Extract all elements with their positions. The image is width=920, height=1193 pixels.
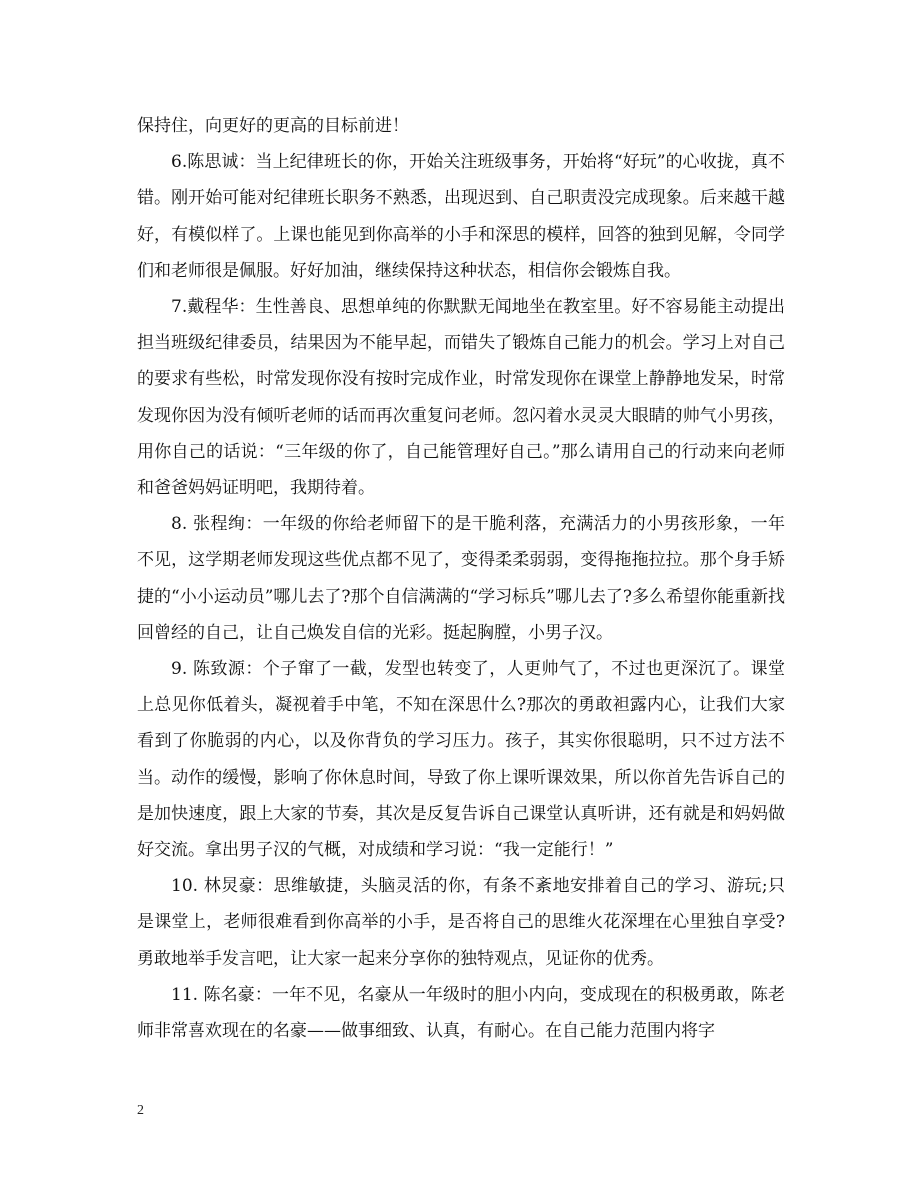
document-body	[137, 108, 785, 1049]
page-number: 2	[137, 1103, 144, 1118]
comment-item-9: 9. 陈致源：个子窜了一截，发型也转变了，人更帅气了，不过也更深沉了。课堂上总见你低着头，凝视着手中笔，不知在深思什么?那次的勇敢袒露内心，让我们大家看到了你脆弱的内心，以及你背负的学习压力。孩子，其实你很聪明，只不过方法不当。动作的缓慢，影响了你休息时间，导致了你上课听课效果，所以你首先告诉自己的是加快速度，跟上大家的节奏，其次是反复告诉自己课堂认真听讲，还有就是和妈妈做好交流。拿出男子汉的气概，对成绩和学习说：“我一定能行！”	[137, 659, 785, 861]
comment-item-6: 6.陈思诚：当上纪律班长的你，开始关注班级事务，开始将“好玩”的心收拢，真不错。刚开始可能对纪律班长职务不熟悉，出现迟到、自己职责没完成现象。后来越干越好，有模似样了。上课也能见到你高举的小手和深思的模样，回答的独到见解，令同学们和老师很是佩服。好好加油，继续保持这种状态，相信你会锻炼自我。	[137, 152, 785, 281]
paragraph-continuation: 保持住，向更好的更高的目标前进！	[137, 116, 409, 136]
comment-item-8: 8. 张程绚：一年级的你给老师留下的是干脆利落，充满活力的小男孩形象，一年不见，这学期老师发现这些优点都不见了，变得柔柔弱弱，变得拖拖拉拉。那个身手矫捷的“小小运动员”哪儿去了?那个自信满满的“学习标兵”哪儿去了?多么希望你能重新找回曾经的自己，让自己焕发自信的光彩。挺起胸膛，小男子汉。	[137, 514, 785, 643]
comment-item-11: 11. 陈名豪：一年不见，名豪从一年级时的胆小内向，变成现在的积极勇敢，陈老师非常喜欢现在的名豪——做事细致、认真，有耐心。在自己能力范围内将字	[137, 984, 785, 1042]
comment-item-7: 7.戴程华：生性善良、思想单纯的你默默无闻地坐在教室里。好不容易能主动提出担当班级纪律委员，结果因为不能早起，而错失了锻炼自己能力的机会。学习上对自己的要求有些松，时常发现你没有按时完成作业，时常发现你在课堂上静静地发呆，时常发现你因为没有倾听老师的话而再次重复问老师。忽闪着水灵灵大眼睛的帅气小男孩，用你自己的话说：“三年级的你了，自己能管理好自己。”那么请用自己的行动来向老师和爸爸妈妈证明吧，我期待着。	[137, 297, 785, 499]
comment-item-10: 10. 林炅豪：思维敏捷，头脑灵活的你，有条不紊地安排着自己的学习、游玩;只是课堂上，老师很难看到你高举的小手，是否将自己的思维火花深埋在心里独自享受?勇敢地举手发言吧，让大家一起来分享你的独特观点，见证你的优秀。	[137, 876, 785, 969]
